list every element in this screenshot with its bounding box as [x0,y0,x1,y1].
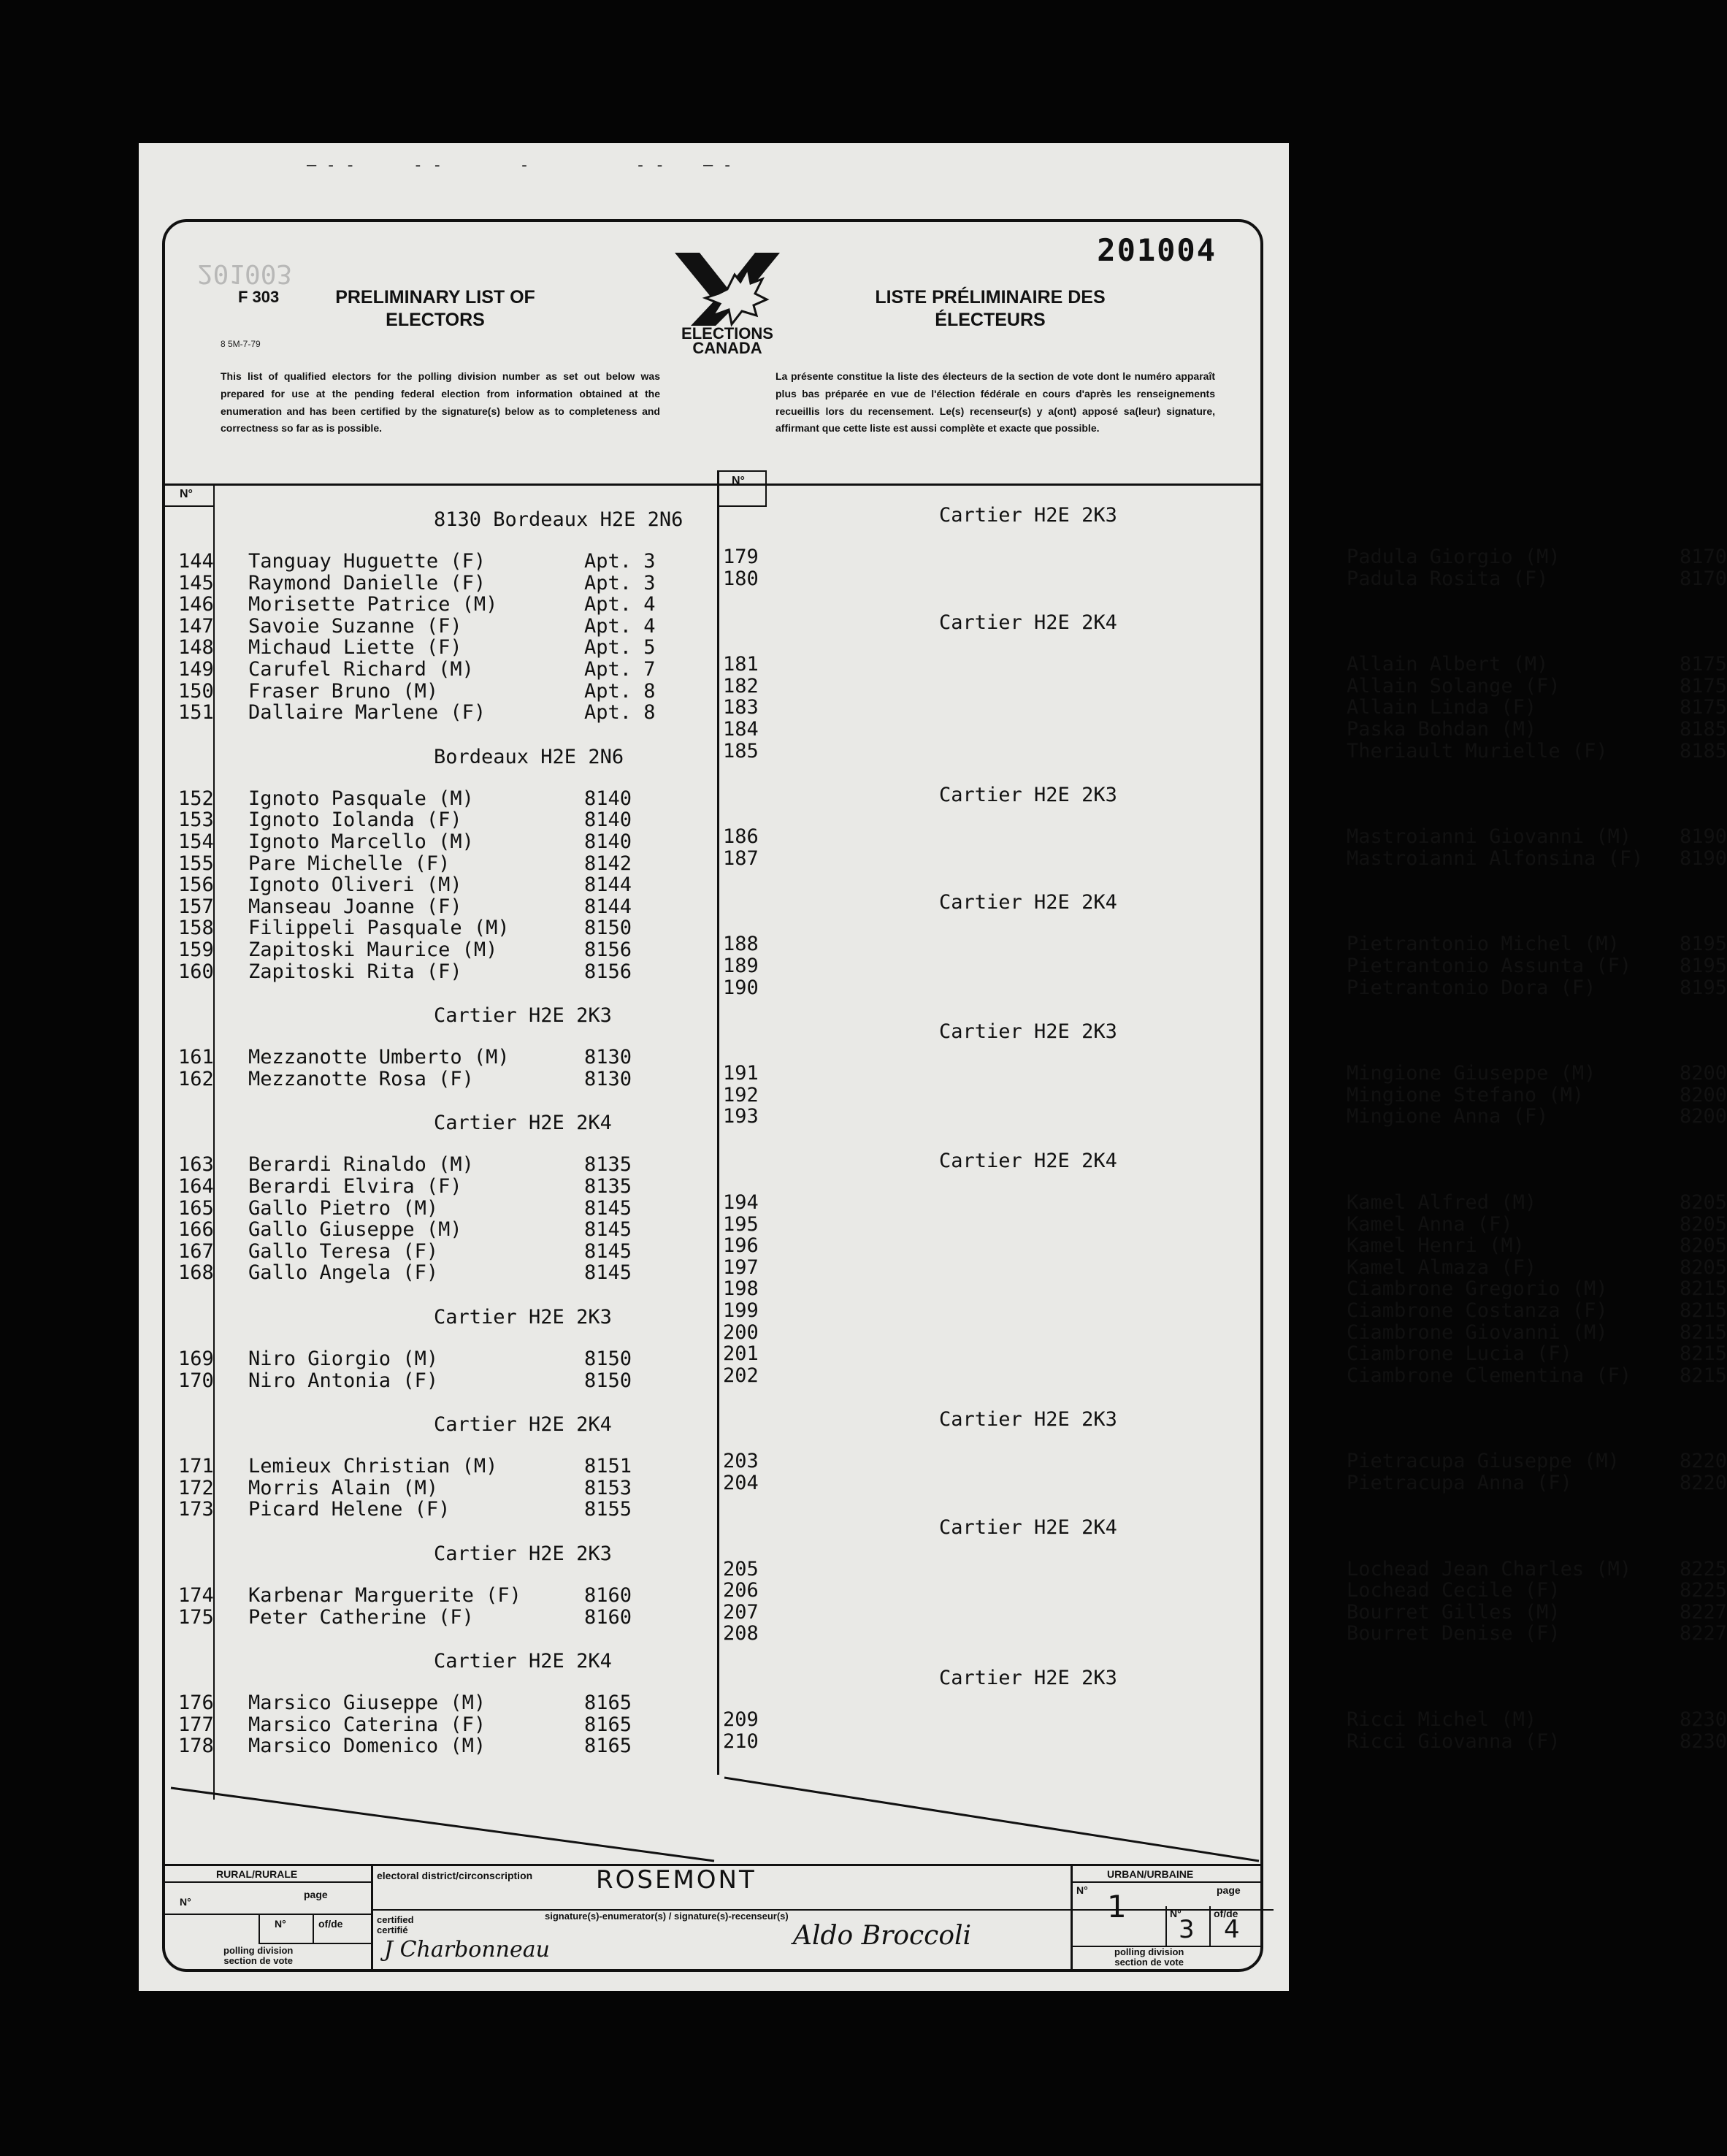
elector-address: 8195 [1680,933,1727,956]
elector-address: 8130 [584,1067,632,1090]
street-heading: Cartier H2E 2K3 [434,1004,612,1028]
elector-number: 202 [723,1364,759,1387]
elector-number: 155 [178,852,214,875]
no-header-rule-right [717,505,765,507]
elector-name: Niro Antonia (F) [248,1369,439,1392]
elector-name: Pietrantonio Assunta (F) [1347,955,1632,977]
title-english: PRELIMINARY LIST OF ELECTORS [335,287,535,331]
elector-number: 168 [178,1261,214,1285]
elector-name: Niro Giorgio (M) [248,1348,439,1370]
elector-number: 178 [178,1735,214,1758]
signature-label: signature(s)-enumerator(s) / signature(s)-recenseur(s) [545,1911,789,1922]
elector-address: Apt. 8 [584,679,656,703]
elector-address: 8205 [1680,1255,1727,1279]
elector-number: 160 [178,960,214,983]
elector-number: 161 [178,1046,214,1069]
elector-name: Berardi Elvira (F) [248,1175,462,1198]
elector-number: 205 [723,1557,759,1580]
elector-address: 8205 [1680,1234,1727,1258]
elector-number: 174 [178,1584,214,1607]
elector-address: Apt. 8 [584,701,656,725]
elector-name: Gallo Giuseppe (M) [248,1218,462,1242]
elector-address: 8145 [584,1196,632,1220]
elector-name: Lochead Cecile (F) [1347,1579,1561,1602]
elector-address: 8160 [584,1605,632,1629]
elector-number: 176 [178,1691,214,1715]
elector-name: Mastroianni Giovanni (M) [1347,825,1632,849]
elector-number: 201 [723,1342,759,1366]
electors-list-form [162,219,1727,1972]
elector-address: 8145 [584,1218,632,1242]
elector-name: Padula Rosita (F) [1347,567,1549,590]
elector-number: 210 [723,1729,759,1753]
form-number: F 303 [238,288,280,306]
street-heading: Cartier H2E 2K4 [939,611,1117,635]
street-heading: Cartier H2E 2K3 [434,1306,612,1329]
elector-address: 8215 [1680,1364,1727,1387]
urban-of-value: 4 [1224,1915,1240,1944]
elector-name: Fraser Bruno (M) [248,679,439,703]
elector-address: 8160 [584,1584,632,1607]
elector-address: 8170 [1680,546,1727,568]
elector-name: Ricci Giovanna (F) [1347,1729,1561,1753]
elector-name: Allain Solange (F) [1347,674,1561,697]
elector-number: 199 [723,1299,759,1322]
elector-name: Ignoto Oliveri (M) [248,874,462,897]
elector-name: Gallo Pietro (M) [248,1196,439,1220]
elector-address: 8227 [1680,1600,1727,1624]
elector-address: 8227 [1680,1622,1727,1645]
center-column-divider [717,470,719,1775]
elector-number: 156 [178,874,214,897]
elector-name: Mingione Anna (F) [1347,1105,1549,1128]
elector-name: Pare Michelle (F) [248,852,451,875]
elector-name: Michaud Liette (F) [248,636,462,660]
elector-address: Apt. 4 [584,593,656,616]
urban-label: URBAN/URBAINE [1107,1868,1194,1880]
no-header-rule-left [165,505,213,507]
elector-number: 162 [178,1067,214,1090]
street-heading: Cartier H2E 2K3 [434,1543,612,1565]
street-heading: Cartier H2E 2K3 [939,504,1117,527]
elector-address: 8150 [584,1369,632,1392]
elector-name: Picard Helene (F) [248,1498,451,1521]
logo-text-english: ELECTIONS [681,324,773,343]
elector-address: 8185 [1680,718,1727,741]
elector-name: Karbenar Marguerite (F) [248,1584,521,1607]
certified-signature: J Charbonneau [384,1937,550,1962]
elector-name: Zapitoski Maurice (M) [248,939,498,961]
elector-number: 187 [723,846,759,870]
no-column-divider-right [765,470,767,507]
elector-name: Lemieux Christian (M) [248,1455,498,1478]
elector-name: Gallo Teresa (F) [248,1239,439,1263]
elector-name: Lochead Jean Charles (M) [1347,1557,1632,1580]
elector-address: 8144 [584,895,632,918]
elector-name: Theriault Murielle (F) [1347,739,1608,762]
urban-no-value: 1 [1107,1889,1127,1924]
elector-address: 8156 [584,939,632,961]
elector-address: 8165 [584,1713,632,1736]
top-margin-marks: — - - - - - - - — - [307,156,732,175]
elector-address: 8156 [584,960,632,983]
elector-name: Ciambrone Gregorio (M) [1347,1277,1608,1301]
elector-address: 8140 [584,787,632,810]
elector-number: 203 [723,1450,759,1473]
elector-name: Mingione Giuseppe (M) [1347,1062,1596,1085]
elector-number: 167 [178,1239,214,1263]
elector-number: 192 [723,1083,759,1106]
elector-number: 184 [723,718,759,741]
elector-name: Morisette Patrice (M) [248,593,498,616]
elector-number: 169 [178,1348,214,1370]
rural-label: RURAL/RURALE [216,1868,298,1880]
elector-name: Padula Giorgio (M) [1347,546,1561,568]
elector-name: Marsico Domenico (M) [248,1735,486,1758]
elector-name: Savoie Suzanne (F) [248,614,462,638]
elector-name: Gallo Angela (F) [248,1261,439,1285]
elector-address: 8175 [1680,696,1727,719]
elector-name: Zapitoski Rita (F) [248,960,462,983]
elector-number: 204 [723,1472,759,1494]
logo-text-french: CANADA [692,339,762,357]
elector-name: Tanguay Huguette (F) [248,550,486,573]
elector-address: 8225 [1680,1557,1727,1580]
elector-number: 209 [723,1708,759,1731]
elector-address: Apt. 3 [584,550,656,573]
elector-number: 154 [178,830,214,853]
elector-name: Marsico Caterina (F) [248,1713,486,1736]
serial-ghost-impression: 201003 [197,259,293,288]
elector-address: 8195 [1680,955,1727,977]
elector-number: 197 [723,1255,759,1279]
elector-number: 208 [723,1622,759,1645]
elector-number: 190 [723,976,759,999]
elector-number: 151 [178,701,214,725]
elector-address: 8142 [584,852,632,875]
elector-name: Allain Albert (M) [1347,653,1549,676]
elector-address: 8145 [584,1239,632,1263]
elector-number: 182 [723,674,759,697]
rural-of-label: of/de [318,1918,343,1930]
elector-number: 207 [723,1600,759,1624]
street-heading: Cartier H2E 2K4 [939,1150,1117,1172]
elector-number: 170 [178,1369,214,1392]
urban-of-label: of/de [1214,1908,1238,1919]
enumerator-signature: Aldo Broccoli [793,1921,972,1951]
elector-address: 8175 [1680,674,1727,697]
elector-number: 196 [723,1234,759,1258]
urban-page-value: 3 [1179,1915,1195,1944]
elector-number: 148 [178,636,214,660]
elector-name: Morris Alain (M) [248,1476,439,1499]
print-code: 8 5M-7-79 [221,339,261,349]
elector-address: 8200 [1680,1105,1727,1128]
elector-name: Dallaire Marlene (F) [248,701,486,725]
rural-page-label: page [304,1889,328,1900]
urban-polling-division-label: polling division section de vote [1114,1946,1184,1968]
elector-address: 8215 [1680,1342,1727,1366]
elector-name: Bourret Denise (F) [1347,1622,1561,1645]
elector-number: 164 [178,1175,214,1198]
rural-polling-division-label: polling division section de vote [223,1945,294,1967]
elector-number: 158 [178,917,214,940]
elector-address: 8155 [584,1498,632,1521]
elector-name: Kamel Anna (F) [1347,1212,1513,1236]
elector-name: Marsico Giuseppe (M) [248,1691,486,1715]
elector-number: 163 [178,1153,214,1177]
elector-name: Mezzanotte Umberto (M) [248,1046,510,1069]
street-heading: Cartier H2E 2K3 [939,1020,1117,1044]
no-column-header-left: N° [180,488,193,500]
elector-address: 8205 [1680,1191,1727,1214]
elector-name: Filippeli Pasquale (M) [248,917,510,940]
elector-address: 8151 [584,1455,632,1478]
elector-name: Mezzanotte Rosa (F) [248,1067,474,1090]
certified-label: certified certifié [377,1914,414,1936]
elector-address: 8130 [584,1046,632,1069]
intro-english: This list of qualified electors for the polling division number as set out below was prepared for use at the pending federal election from information obtained at the enumeration and has been certified by the signature(s) below as to completeness and correctness so far as is possible. [221,370,660,435]
street-heading: Cartier H2E 2K4 [434,1650,612,1673]
elector-address: 8185 [1680,739,1727,762]
elector-number: 179 [723,546,759,568]
elector-number: 183 [723,696,759,719]
maple-leaf-x-icon [662,245,793,355]
elector-number: 185 [723,739,759,762]
elector-address: 8170 [1680,567,1727,590]
elector-number: 165 [178,1196,214,1220]
elector-address: 8165 [584,1691,632,1715]
elector-number: 171 [178,1455,214,1478]
header-rule [165,483,1260,486]
elector-number: 149 [178,658,214,681]
rural-no-label: N° [180,1896,191,1908]
elector-address: 8200 [1680,1062,1727,1085]
elector-name: Mingione Stefano (M) [1347,1083,1585,1106]
elector-number: 186 [723,825,759,849]
elector-name: Ignoto Iolanda (F) [248,808,462,832]
elector-address: 8190 [1680,825,1727,849]
street-heading: Cartier H2E 2K4 [939,891,1117,914]
elector-address: 8220 [1680,1450,1727,1473]
elector-number: 152 [178,787,214,810]
no-header-top-right [717,470,765,472]
elector-number: 145 [178,571,214,595]
elector-address: 8225 [1680,1579,1727,1602]
elector-address: 8230 [1680,1708,1727,1731]
elector-name: Ricci Michel (M) [1347,1708,1537,1731]
intro-french: La présente constitue la liste des électeurs de la section de vote dont le numéro apparaît plus bas préparée en vue de l'élection fédérale en cours d'après les renseignements recueillis lors du recensement. Le(s) recenseur(s) y a(ont) apposé sa(leur) signature, affirmant que cette liste est aussi complète et exacte que possible. [776,370,1215,435]
elector-name: Ignoto Marcello (M) [248,830,474,853]
elector-name: Ignoto Pasquale (M) [248,787,474,810]
rural-page-no-label: N° [275,1918,286,1930]
no-column-header-right: N° [732,475,745,487]
elector-address: Apt. 5 [584,636,656,660]
elector-address: 8215 [1680,1299,1727,1322]
elector-number: 150 [178,679,214,703]
elector-number: 188 [723,933,759,956]
elector-address: 8150 [584,917,632,940]
elector-name: Carufel Richard (M) [248,658,474,681]
elector-name: Bourret Gilles (M) [1347,1600,1561,1624]
elector-number: 172 [178,1476,214,1499]
street-heading: Cartier H2E 2K3 [939,1408,1117,1431]
elector-number: 195 [723,1212,759,1236]
elector-number: 153 [178,808,214,832]
elector-number: 166 [178,1218,214,1242]
elector-name: Pietrantonio Dora (F) [1347,976,1596,999]
elector-name: Pietracupa Anna (F) [1347,1472,1572,1494]
elector-name: Ciambrone Lucia (F) [1347,1342,1572,1366]
elector-address: Apt. 7 [584,658,656,681]
elector-number: 146 [178,593,214,616]
elector-number: 189 [723,955,759,977]
elector-address: 8140 [584,808,632,832]
elector-number: 173 [178,1498,214,1521]
elector-name: Ciambrone Costanza (F) [1347,1299,1608,1322]
elector-name: Ciambrone Giovanni (M) [1347,1320,1608,1344]
serial-number: 201004 [1097,232,1217,268]
elector-name: Kamel Almaza (F) [1347,1255,1537,1279]
elector-name: Raymond Danielle (F) [248,571,486,595]
elector-number: 191 [723,1062,759,1085]
elector-address: 8165 [584,1735,632,1758]
street-heading: Cartier H2E 2K3 [939,1667,1117,1689]
elector-address: 8135 [584,1175,632,1198]
elector-number: 177 [178,1713,214,1736]
urban-page-no-label: N° [1170,1908,1182,1919]
elector-name: Mastroianni Alfonsina (F) [1347,846,1644,870]
elector-address: Apt. 4 [584,614,656,638]
elector-name: Allain Linda (F) [1347,696,1537,719]
elections-canada-logo [662,245,793,355]
elector-number: 194 [723,1191,759,1214]
elector-address: 8215 [1680,1320,1727,1344]
title-french: LISTE PRÉLIMINAIRE DES ÉLECTEURS [875,287,1106,331]
elector-name: Ciambrone Clementina (F) [1347,1364,1632,1387]
urban-no-label: N° [1076,1884,1088,1896]
elector-address: 8150 [584,1348,632,1370]
elector-address: Apt. 3 [584,571,656,595]
elector-number: 198 [723,1277,759,1301]
elector-number: 200 [723,1320,759,1344]
district-value: ROSEMONT [596,1865,757,1895]
elector-address: 8175 [1680,653,1727,676]
district-label: electoral district/circonscription [377,1870,533,1881]
elector-address: 8153 [584,1476,632,1499]
street-heading: Cartier H2E 2K3 [939,784,1117,807]
elector-address: 8205 [1680,1212,1727,1236]
elector-name: Berardi Rinaldo (M) [248,1153,474,1177]
street-heading: 8130 Bordeaux H2E 2N6 [434,508,683,531]
elector-address: 8190 [1680,846,1727,870]
elector-number: 144 [178,550,214,573]
elector-address: 8200 [1680,1083,1727,1106]
elector-address: 8135 [584,1153,632,1177]
elector-number: 157 [178,895,214,918]
elector-number: 206 [723,1579,759,1602]
elector-number: 193 [723,1105,759,1128]
elector-number: 147 [178,614,214,638]
elector-number: 175 [178,1605,214,1629]
elector-address: 8145 [584,1261,632,1285]
elector-number: 159 [178,939,214,961]
elector-address: 8140 [584,830,632,853]
elector-name: Kamel Henri (M) [1347,1234,1525,1258]
elector-address: 8230 [1680,1729,1727,1753]
urban-page-label: page [1217,1884,1241,1896]
street-heading: Cartier H2E 2K4 [939,1515,1117,1539]
elector-name: Paska Bohdan (M) [1347,718,1537,741]
elector-name: Pietracupa Giuseppe (M) [1347,1450,1620,1473]
elector-address: 8215 [1680,1277,1727,1301]
elector-name: Manseau Joanne (F) [248,895,462,918]
street-heading: Bordeaux H2E 2N6 [434,745,624,768]
elector-number: 181 [723,653,759,676]
elector-address: 8220 [1680,1472,1727,1494]
elector-address: 8195 [1680,976,1727,999]
elector-number: 180 [723,567,759,590]
street-heading: Cartier H2E 2K4 [434,1413,612,1437]
street-heading: Cartier H2E 2K4 [434,1112,612,1135]
elector-name: Peter Catherine (F) [248,1605,474,1629]
elector-address: 8144 [584,874,632,897]
elector-name: Kamel Alfred (M) [1347,1191,1537,1214]
elector-name: Pietrantonio Michel (M) [1347,933,1620,956]
